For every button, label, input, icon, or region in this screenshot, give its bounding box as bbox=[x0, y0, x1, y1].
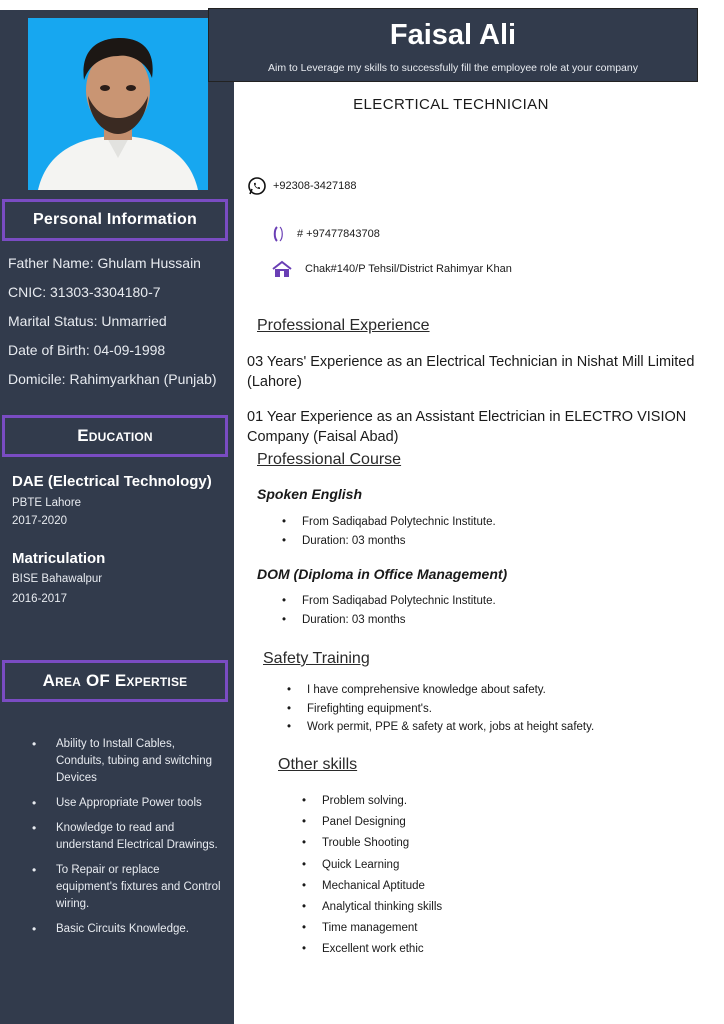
skills-heading: Other skills bbox=[278, 756, 358, 773]
education-heading: Education bbox=[2, 415, 228, 457]
header-banner bbox=[208, 8, 698, 82]
safety-list bbox=[287, 684, 594, 740]
course-title: DOM (Diploma in Office Management) bbox=[257, 566, 508, 582]
domicile: Domicile: Rahimyarkhan (Punjab) bbox=[8, 371, 217, 387]
list-item: • Time management bbox=[302, 922, 442, 943]
list-item: • I have comprehensive knowledge about safety. bbox=[287, 684, 594, 703]
experience-heading: Professional Experience bbox=[257, 317, 430, 334]
education-years: 2017-2020 bbox=[12, 515, 67, 527]
job-title: ELECRTICAL TECHNICIAN bbox=[353, 96, 549, 113]
home-icon bbox=[271, 259, 293, 279]
experience-item: 01 Year Experience as an Assistant Electrician in ELECTRO VISION Company (Faisal Abad) bbox=[247, 409, 687, 445]
safety-heading: Safety Training bbox=[263, 650, 370, 667]
list-item: • Excellent work ethic bbox=[302, 943, 442, 964]
personal-info-heading: Personal Information bbox=[2, 199, 228, 241]
list-item: • Trouble Shooting bbox=[302, 837, 442, 858]
phone-icon bbox=[271, 224, 291, 244]
education-years: 2016-2017 bbox=[12, 593, 67, 605]
marital-status: Marital Status: Unmarried bbox=[8, 313, 167, 329]
address-contact bbox=[271, 259, 512, 279]
date-of-birth: Date of Birth: 04-09-1998 bbox=[8, 342, 166, 358]
list-item: • Analytical thinking skills bbox=[302, 901, 442, 922]
list-item: • From Sadiqabad Polytechnic Institute. bbox=[282, 595, 496, 614]
list-item: • Basic Circuits Knowledge. bbox=[32, 921, 222, 938]
list-item: • Ability to Install Cables, Conduits, tubing and switching Devices bbox=[32, 736, 222, 787]
course-title: Spoken English bbox=[257, 486, 363, 502]
list-item: • Mechanical Aptitude bbox=[302, 880, 442, 901]
whatsapp-icon bbox=[247, 176, 267, 196]
candidate-name: Faisal Ali bbox=[389, 19, 517, 51]
list-item: • Work permit, PPE & safety at work, jobs at height safety. bbox=[287, 721, 594, 740]
course-heading: Professional Course bbox=[257, 451, 402, 468]
profile-photo bbox=[28, 18, 208, 190]
list-item: • Duration: 03 months bbox=[282, 614, 496, 633]
education-title: DAE (Electrical Technology) bbox=[12, 473, 212, 490]
phone-number: # +97477843708 bbox=[297, 228, 380, 240]
course-details bbox=[282, 595, 496, 633]
tagline: Aim to Leverage my skills to successfully fill the employee role at your company bbox=[268, 62, 638, 74]
education-title: Matriculation bbox=[12, 550, 106, 567]
list-item: • From Sadiqabad Polytechnic Institute. bbox=[282, 516, 496, 535]
expertise-list bbox=[32, 736, 222, 946]
list-item: • Firefighting equipment's. bbox=[287, 703, 594, 722]
education-institute: PBTE Lahore bbox=[12, 497, 82, 509]
skills-list bbox=[302, 795, 442, 965]
list-item: • Use Appropriate Power tools bbox=[32, 795, 222, 812]
whatsapp-number: +92308-3427188 bbox=[273, 180, 357, 192]
experience-item: 03 Years' Experience as an Electrical Technician in Nishat Mill Limited (Lahore) bbox=[247, 354, 695, 390]
list-item: • Problem solving. bbox=[302, 795, 442, 816]
whatsapp-contact bbox=[247, 176, 357, 196]
education-institute: BISE Bahawalpur bbox=[12, 573, 103, 585]
list-item: • To Repair or replace equipment's fixtures and Control wiring. bbox=[32, 862, 222, 913]
address: Chak#140/P Tehsil/District Rahimyar Khan bbox=[305, 263, 512, 275]
list-item: • Panel Designing bbox=[302, 816, 442, 837]
father-name: Father Name: Ghulam Hussain bbox=[8, 255, 201, 271]
phone-contact bbox=[271, 224, 380, 244]
expertise-heading: Area OF Expertise bbox=[2, 660, 228, 702]
list-item: • Quick Learning bbox=[302, 859, 442, 880]
cnic: CNIC: 31303-3304180-7 bbox=[8, 284, 161, 300]
list-item: • Knowledge to read and understand Electrical Drawings. bbox=[32, 820, 222, 854]
list-item: • Duration: 03 months bbox=[282, 535, 496, 554]
course-details bbox=[282, 516, 496, 554]
